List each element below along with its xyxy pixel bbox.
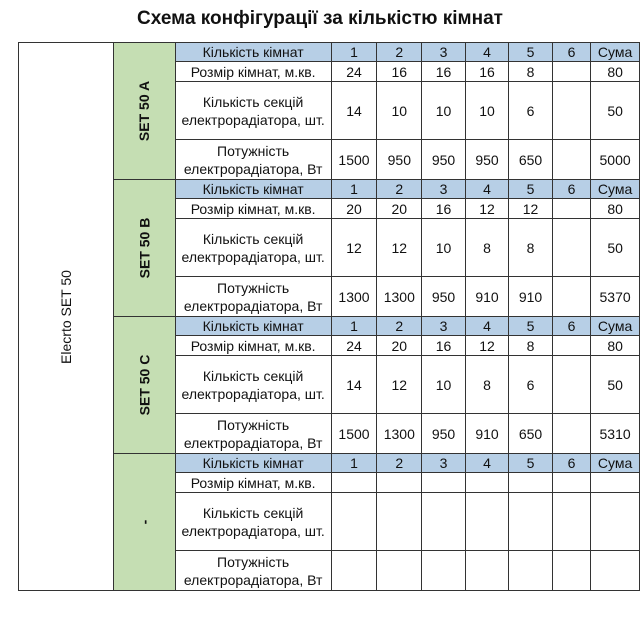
- value-cell: 16: [422, 336, 466, 356]
- value-cell: 14: [331, 356, 377, 414]
- value-cell: 20: [377, 199, 422, 219]
- row-label: Розмір кімнат, м.кв.: [175, 473, 331, 493]
- row-label: Кількість секцій електрорадіатора, шт.: [175, 493, 331, 551]
- value-cell: [331, 493, 377, 551]
- value-cell: [591, 551, 640, 591]
- value-cell: [552, 414, 590, 454]
- group-empty-label-cell: [113, 454, 175, 591]
- value-cell: 1300: [377, 414, 422, 454]
- header-cell: 4: [465, 180, 509, 199]
- value-cell: [552, 493, 590, 551]
- outer-label: Elecrto SET 50: [57, 269, 74, 364]
- value-cell: 24: [331, 336, 377, 356]
- value-cell: 5310: [591, 414, 640, 454]
- header-cell: 6: [552, 43, 590, 62]
- value-cell: 1500: [331, 414, 377, 454]
- group-b-label-cell: [113, 180, 175, 317]
- value-cell: 12: [465, 199, 509, 219]
- value-cell: [465, 551, 509, 591]
- value-cell: 12: [509, 199, 553, 219]
- value-cell: 910: [465, 414, 509, 454]
- value-cell: [552, 199, 590, 219]
- value-cell: 20: [377, 336, 422, 356]
- header-cell: 5: [509, 43, 553, 62]
- value-cell: 10: [465, 82, 509, 140]
- value-cell: 50: [591, 219, 640, 277]
- header-label: Кількість кімнат: [175, 317, 331, 336]
- row-label: Кількість секцій електрорадіатора, шт.: [175, 219, 331, 277]
- value-cell: 1500: [331, 140, 377, 180]
- row-label: Розмір кімнат, м.кв.: [175, 336, 331, 356]
- group-a-label-cell: [113, 43, 175, 180]
- value-cell: 1300: [377, 277, 422, 317]
- header-cell: 1: [331, 180, 377, 199]
- value-cell: [465, 493, 509, 551]
- header-cell: 5: [509, 454, 553, 473]
- value-cell: 16: [422, 62, 466, 82]
- header-label: Кількість кімнат: [175, 43, 331, 62]
- header-cell: 6: [552, 180, 590, 199]
- group-name: SET 50 C: [136, 354, 153, 416]
- value-cell: 910: [509, 277, 553, 317]
- value-cell: [422, 551, 466, 591]
- row-label: Кількість секцій електрорадіатора, шт.: [175, 356, 331, 414]
- value-cell: [552, 219, 590, 277]
- header-cell: 1: [331, 43, 377, 62]
- value-cell: 14: [331, 82, 377, 140]
- value-cell: 5000: [591, 140, 640, 180]
- value-cell: [509, 473, 553, 493]
- value-cell: 1300: [331, 277, 377, 317]
- header-row: [19, 43, 640, 62]
- header-cell: 6: [552, 454, 590, 473]
- value-cell: 16: [422, 199, 466, 219]
- header-label: Кількість кімнат: [175, 180, 331, 199]
- value-cell: 910: [465, 277, 509, 317]
- row-label: Розмір кімнат, м.кв.: [175, 199, 331, 219]
- group-name: -: [136, 519, 153, 525]
- header-cell: 2: [377, 317, 422, 336]
- value-cell: 650: [509, 414, 553, 454]
- value-cell: 50: [591, 82, 640, 140]
- row-label: Потужність електрорадіатора, Вт: [175, 551, 331, 591]
- value-cell: [465, 473, 509, 493]
- value-cell: [331, 473, 377, 493]
- value-cell: 10: [422, 356, 466, 414]
- value-cell: [509, 551, 553, 591]
- row-label: Кількість секцій електрорадіатора, шт.: [175, 82, 331, 140]
- header-cell: 3: [422, 454, 466, 473]
- value-cell: 10: [422, 82, 466, 140]
- value-cell: [552, 277, 590, 317]
- value-cell: 950: [422, 414, 466, 454]
- value-cell: 6: [509, 356, 553, 414]
- value-cell: [552, 82, 590, 140]
- header-cell: 1: [331, 454, 377, 473]
- row-label: Розмір кімнат, м.кв.: [175, 62, 331, 82]
- outer-label-cell: [19, 43, 114, 591]
- header-cell: 3: [422, 180, 466, 199]
- value-cell: 8: [465, 219, 509, 277]
- value-cell: 12: [465, 336, 509, 356]
- group-name: SET 50 A: [136, 80, 153, 142]
- header-label: Кількість кімнат: [175, 454, 331, 473]
- header-cell: 2: [377, 43, 422, 62]
- row-label: Потужність електрорадіатора, Вт: [175, 140, 331, 180]
- value-cell: 950: [422, 277, 466, 317]
- header-cell: Сума: [591, 180, 640, 199]
- value-cell: 8: [509, 62, 553, 82]
- header-cell: 4: [465, 454, 509, 473]
- value-cell: [552, 62, 590, 82]
- header-cell: 3: [422, 43, 466, 62]
- value-cell: 950: [465, 140, 509, 180]
- value-cell: [591, 473, 640, 493]
- value-cell: 10: [377, 82, 422, 140]
- group-name: SET 50 B: [136, 217, 153, 279]
- value-cell: 950: [377, 140, 422, 180]
- value-cell: 24: [331, 62, 377, 82]
- header-cell: Сума: [591, 317, 640, 336]
- value-cell: 950: [422, 140, 466, 180]
- header-cell: 5: [509, 317, 553, 336]
- value-cell: 12: [331, 219, 377, 277]
- value-cell: 12: [377, 219, 422, 277]
- value-cell: 50: [591, 356, 640, 414]
- value-cell: 80: [591, 62, 640, 82]
- header-cell: 3: [422, 317, 466, 336]
- value-cell: 80: [591, 199, 640, 219]
- value-cell: [591, 493, 640, 551]
- value-cell: 20: [331, 199, 377, 219]
- value-cell: [552, 336, 590, 356]
- value-cell: [552, 473, 590, 493]
- value-cell: [331, 551, 377, 591]
- configuration-table: [18, 42, 640, 591]
- value-cell: [552, 551, 590, 591]
- value-cell: 5370: [591, 277, 640, 317]
- value-cell: 8: [509, 219, 553, 277]
- value-cell: 16: [465, 62, 509, 82]
- value-cell: [377, 551, 422, 591]
- value-cell: [377, 473, 422, 493]
- header-cell: 4: [465, 317, 509, 336]
- header-cell: 6: [552, 317, 590, 336]
- value-cell: [552, 356, 590, 414]
- value-cell: 16: [377, 62, 422, 82]
- header-cell: Сума: [591, 454, 640, 473]
- row-label: Потужність електрорадіатора, Вт: [175, 277, 331, 317]
- header-cell: Сума: [591, 43, 640, 62]
- value-cell: [377, 493, 422, 551]
- value-cell: 8: [465, 356, 509, 414]
- value-cell: [422, 473, 466, 493]
- group-c-label-cell: [113, 317, 175, 454]
- header-cell: 4: [465, 43, 509, 62]
- value-cell: 6: [509, 82, 553, 140]
- header-cell: 2: [377, 454, 422, 473]
- value-cell: 10: [422, 219, 466, 277]
- value-cell: 80: [591, 336, 640, 356]
- header-cell: 2: [377, 180, 422, 199]
- header-cell: 5: [509, 180, 553, 199]
- value-cell: [509, 493, 553, 551]
- page-title: Схема конфігурації за кількістю кімнат: [137, 8, 503, 29]
- row-label: Потужність електрорадіатора, Вт: [175, 414, 331, 454]
- value-cell: 12: [377, 356, 422, 414]
- value-cell: [422, 493, 466, 551]
- value-cell: 650: [509, 140, 553, 180]
- value-cell: 8: [509, 336, 553, 356]
- value-cell: [552, 140, 590, 180]
- header-cell: 1: [331, 317, 377, 336]
